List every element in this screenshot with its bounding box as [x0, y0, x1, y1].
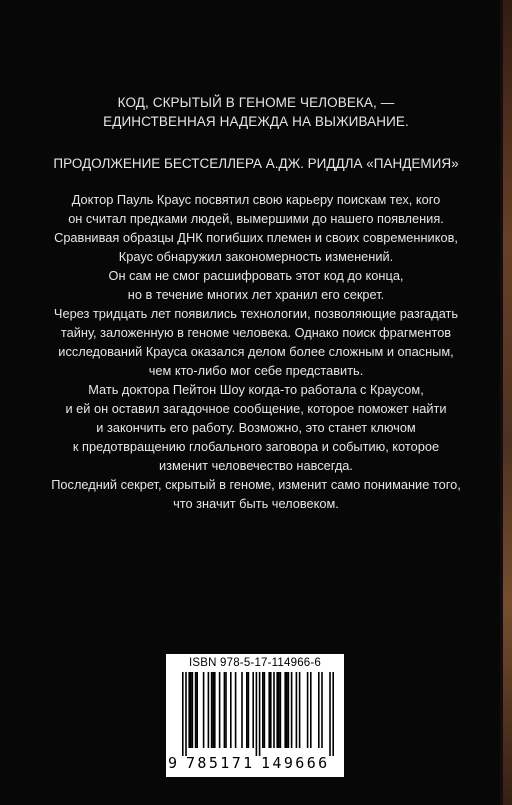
barcode-bar	[288, 672, 290, 748]
barcode-bar	[188, 672, 190, 748]
barcode-bar	[224, 672, 226, 748]
synopsis-line: но в течение многих лет хранил его секрет.	[127, 287, 385, 302]
synopsis-line: Сравнивая образцы ДНК погибших племен и своих современников,	[54, 230, 458, 245]
barcode-bar	[310, 672, 312, 748]
barcode-guard-bar	[185, 672, 187, 756]
barcode-bar	[252, 672, 254, 748]
barcode-bar	[230, 672, 232, 748]
synopsis-line: Доктор Пауль Краус посвятил свою карьеру поискам тех, кого	[71, 192, 441, 207]
barcode-guard-bar	[332, 672, 334, 756]
barcode-bar	[208, 672, 210, 748]
barcode-bar	[241, 672, 243, 748]
barcode-guard-bar	[259, 672, 261, 756]
barcode-bar	[284, 672, 286, 748]
barcode-bar	[296, 672, 298, 748]
barcode-bar	[235, 672, 237, 748]
barcode-bar	[212, 672, 214, 748]
tagline	[0, 93, 512, 131]
series-note: ПРОДОЛЖЕНИЕ БЕСТСЕЛЛЕРА А.ДЖ. РИДДЛА «ПАНДЕМИЯ»	[53, 156, 459, 171]
barcode-bar	[307, 672, 309, 748]
synopsis-line: и ей он оставил загадочное сообщение, которое поможет найти	[65, 401, 447, 416]
barcode-digit-first: 9	[168, 754, 178, 772]
tagline-line: КОД, СКРЫТЫЙ В ГЕНОМЕ ЧЕЛОВЕКА, —	[117, 95, 395, 110]
barcode-bar	[276, 672, 278, 748]
synopsis-line: Через тридцать лет появились технологии, позволяющие разгадать	[53, 306, 459, 321]
barcode-bar	[246, 672, 248, 748]
barcode-bar	[318, 672, 320, 748]
barcode-bar	[190, 672, 192, 748]
barcode-bar	[321, 672, 323, 748]
synopsis-line: чем кто-либо мог себе представить.	[148, 363, 364, 378]
isbn-label: ISBN 978-5-17-114966-6	[188, 657, 322, 669]
barcode-bar	[225, 672, 227, 748]
synopsis-line: изменит человечество навсегда.	[159, 458, 353, 473]
barcode-bar	[203, 672, 205, 748]
barcode-bar	[268, 672, 270, 748]
barcode-bar	[286, 672, 288, 748]
synopsis-line: исследований Крауса оказался делом более сложным и опасным,	[58, 344, 454, 359]
barcode-digits-right: 149666	[261, 754, 330, 772]
synopsis-line: Мать доктора Пейтон Шоу когда-то работала с Краусом,	[88, 382, 424, 397]
barcode-guard-bar	[329, 672, 331, 756]
synopsis-line: Краус обнаружил закономерность изменений.	[118, 249, 394, 264]
barcode-guard-bar	[182, 672, 184, 756]
tagline-line: ЕДИНСТВЕННАЯ НАДЕЖДА НА ВЫЖИВАНИЕ.	[103, 114, 409, 129]
barcode-bar	[196, 672, 198, 748]
synopsis-line: Он сам не смог расшифровать этот код до конца,	[108, 268, 404, 283]
barcode-bar	[214, 672, 216, 748]
barcode-bars	[172, 672, 338, 756]
synopsis-line: к предотвращению глобального заговора и событию, которое	[72, 439, 440, 454]
barcode-digits-left: 785171	[186, 754, 255, 772]
isbn-barcode	[166, 654, 344, 777]
barcode-bar	[270, 672, 272, 748]
barcode-bar	[195, 672, 197, 748]
synopsis	[20, 190, 492, 513]
barcode-bar	[273, 672, 275, 748]
barcode-bar	[291, 672, 293, 748]
synopsis-line: что значит быть человеком.	[173, 496, 339, 511]
barcode-guard-bar	[256, 672, 258, 756]
synopsis-line: Последний секрет, скрытый в геноме, изменит само понимание того,	[51, 477, 461, 492]
barcode-bar	[262, 672, 264, 748]
barcode-bar	[192, 672, 194, 748]
barcode-bar	[219, 672, 221, 748]
barcode-bar	[278, 672, 280, 748]
synopsis-line: и закончить его работу. Возможно, это станет ключом	[96, 420, 416, 435]
barcode-bar	[211, 672, 213, 748]
synopsis-line: тайну, заложенную в геноме человека. Однако поиск фрагментов	[60, 325, 452, 340]
synopsis-line: он считал предками людей, вымершими до нашего появления.	[68, 211, 444, 226]
barcode-bar	[299, 672, 301, 748]
barcode-bar	[248, 672, 250, 748]
barcode-bar	[264, 672, 266, 748]
barcode-bar	[280, 672, 282, 748]
